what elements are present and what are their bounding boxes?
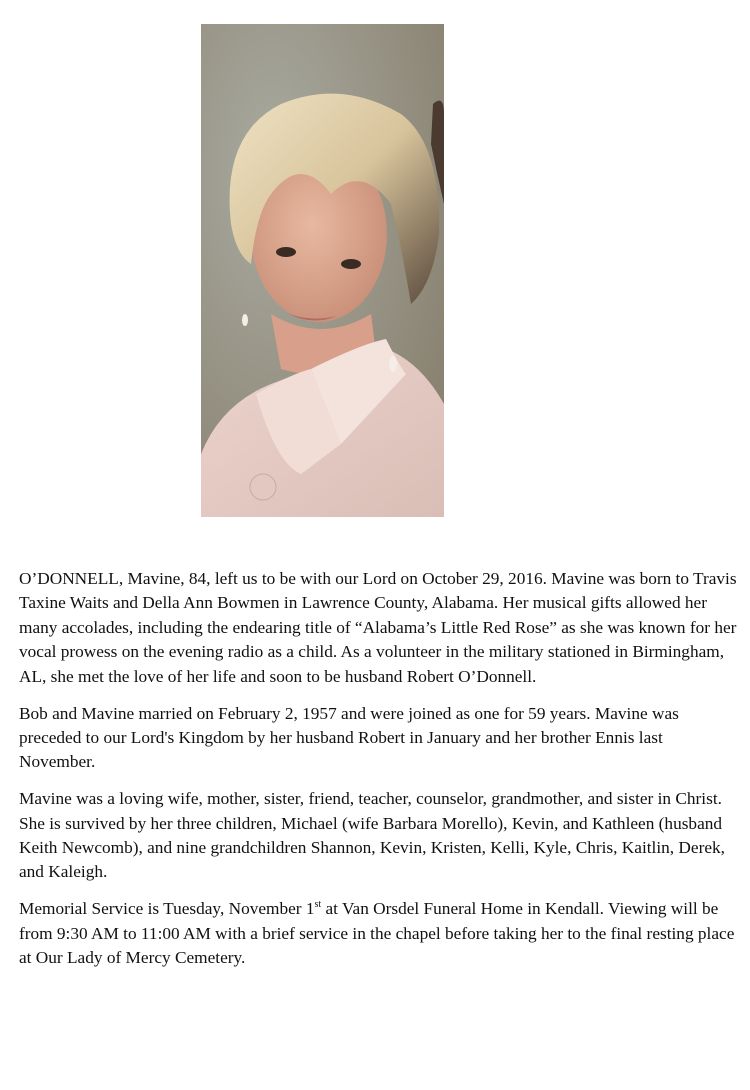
right-earring [389, 356, 397, 372]
right-eye [341, 259, 361, 269]
obituary-paragraph-survivors: Mavine was a loving wife, mother, sister, friend, teacher, counselor, grandmother, and sister in Christ. She is survived by her three children, Michael (wife Barbara Morello), Kevin, and Kathleen (husband Keith Newcomb), and nine grandchildren Shannon, Kevin, Kristen, Kelli, Kyle, Chris, Kaitlin, Derek, and Kaleigh. [19, 789, 725, 882]
obituary-paragraph-intro: O’DONNELL, Mavine, 84, left us to be with our Lord on October 29, 2016. Mavine was born to Travis Taxine Waits and Della Ann Bowmen in Lawrence County, Alabama. Her musical gifts allowed her many accolades, including the endearing title of “Alabama’s Little Red Rose” as she was known for her vocal prowess on the evening radio as a child. As a volunteer in the military stationed in Birmingham, AL, she met the love of her life and soon to be husband Robert O’Donnell. [19, 569, 737, 686]
service-text-after: at Van Orsdel Funeral Home in Kendall. Viewing will be from 9:30 AM to 11:00 AM with a brief service in the chapel before taking her to the final resting place at Our Lady of Mercy Cemetery. [19, 899, 735, 968]
obituary-paragraph-service [19, 897, 739, 970]
obituary-paragraph-marriage: Bob and Mavine married on February 2, 1957 and were joined as one for 59 years. Mavine was preceded to our Lord's Kingdom by her husband Robert in January and her brother Ennis last November. [19, 703, 679, 772]
left-eye [276, 247, 296, 257]
date-ordinal-suffix: st [314, 899, 322, 911]
portrait-photo [201, 24, 444, 517]
jacket-button [250, 474, 276, 500]
left-earring [242, 314, 248, 326]
portrait-illustration [201, 24, 444, 517]
obituary-text [19, 567, 739, 983]
service-text-before: Memorial Service is Tuesday, November 1 [19, 899, 315, 919]
